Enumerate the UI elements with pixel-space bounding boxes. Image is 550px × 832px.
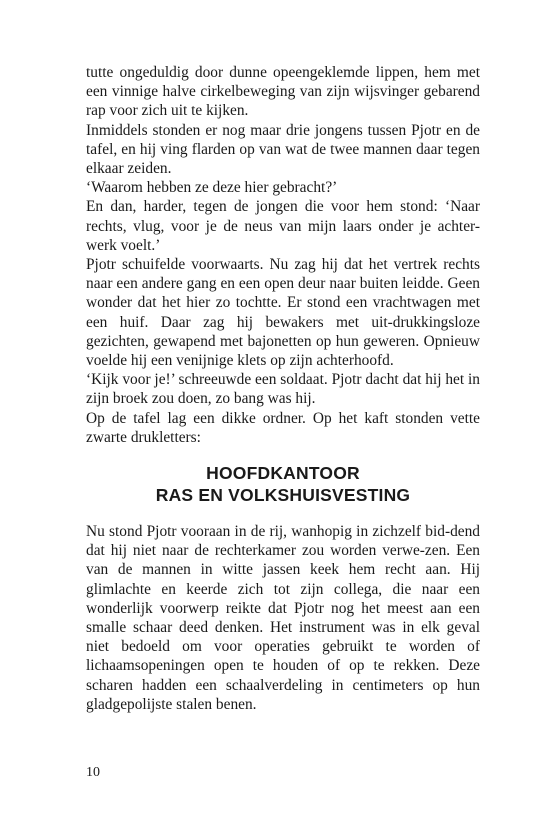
paragraph-8: Nu stond Pjotr vooraan in de rij, wanhopig in zichzelf bid-dend dat hij niet naar de rechterkamer zou worden verwe-zen. Een van de mannen in witte jassen keek hem recht aan. Hij glimlachte en keerde zich tot zijn collega, die naar een wonderlijk voorwerp reikte dat Pjotr nog het meest aan een smalle schaar deed denken. Het instrument was in elk geval niet bedoeld om voor operaties gebruikt te worden of lichaamsopeningen open te houden of op te rekken. Deze scharen hadden een schaalverdeling in centimeters op hun gladgepolijste stalen benen. [86, 523, 480, 713]
heading-line-1: HOOFDKANTOOR [206, 463, 360, 484]
book-page-body [86, 63, 480, 714]
paragraph-3: ‘Waarom hebben ze deze hier gebracht?’ [86, 179, 338, 197]
heading-line-2: RAS EN VOLKSHUISVESTING [155, 485, 411, 506]
paragraph-4: En dan, harder, tegen de jongen die voor hem stond: ‘Naar rechts, vlug, voor je de neus van mijn laars onder je achter-werk voelt.’ [86, 198, 480, 254]
paragraph-1: tutte ongeduldig door dunne opeengeklemde lippen, hem met een vinnige halve cirkelbeweging van zijn wijsvinger gebarend rap voor zich uit te kijken. [86, 64, 480, 120]
paragraph-5: Pjotr schuifelde voorwaarts. Nu zag hij dat het vertrek rechts naar een andere gang en een open deur naar buiten leidde. Geen wonder dat het hier zo tochtte. Er stond een vrachtwagen met een huif. Daar zag hij bewakers met uit-drukkingsloze gezichten, gewapend met bajonetten op hun geweren. Opnieuw voelde hij een venijnige klets op zijn achterhoofd. [86, 256, 480, 370]
section-heading [86, 462, 480, 506]
paragraph-6: ‘Kijk voor je!’ schreeuwde een soldaat. Pjotr dacht dat hij het in zijn broek zou doen, zo bang was hij. [86, 371, 480, 408]
page-number: 10 [86, 765, 100, 780]
paragraph-2: Inmiddels stonden er nog maar drie jongens tussen Pjotr en de tafel, en hij ving flarden op van wat de twee mannen daar tegen elkaar zeiden. [86, 121, 480, 178]
paragraph-7: Op de tafel lag een dikke ordner. Op het kaft stonden vette zwarte drukletters: [86, 409, 480, 446]
